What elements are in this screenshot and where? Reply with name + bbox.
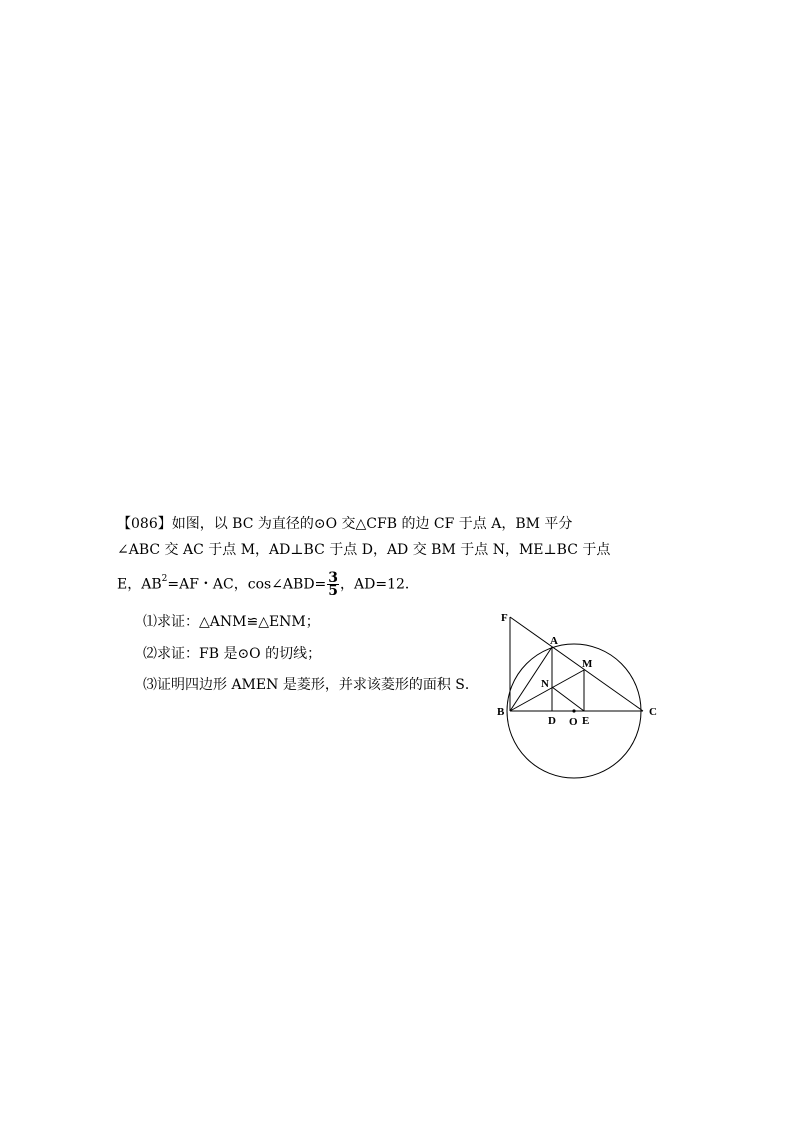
label-c: C [649, 706, 657, 718]
geometry-figure [490, 600, 670, 790]
segment-ne [552, 687, 584, 711]
label-d: D [548, 715, 556, 727]
label-m: M [582, 658, 593, 670]
fraction-numerator: 3 [328, 570, 339, 586]
problem-line-2: ∠ABC 交 AC 于点 M，AD⊥BC 于点 D，AD 交 BM 于点 N，ME⊥BC 于点 [117, 542, 611, 558]
question-1: ⑴求证：△ANM≌△ENM； [143, 614, 320, 630]
label-n: N [541, 678, 549, 690]
superscript-2: 2 [161, 574, 168, 584]
segment-fc [510, 617, 643, 711]
label-a: A [550, 635, 558, 647]
label-o: O [569, 716, 578, 728]
given-ad-text: ，AD=12． [340, 576, 419, 593]
label-f: F [501, 612, 508, 624]
question-3: ⑶证明四边形 AMEN 是菱形，并求该菱形的面积 S． [143, 677, 479, 693]
fraction-3-5 [327, 572, 339, 597]
problem-line-1: 【086】如图，以 BC 为直径的⊙O 交△CFB 的边 CF 于点 A，BM 平分 [117, 516, 573, 532]
segment-bm [510, 670, 584, 711]
question-2: ⑵求证：FB 是⊙O 的切线； [143, 646, 322, 662]
label-e: E [582, 715, 590, 727]
given-ab-text: E，AB [117, 576, 162, 593]
fraction-denominator: 5 [328, 583, 339, 599]
given-cos-text: =AF・AC，cos∠ABD= [167, 576, 327, 593]
label-b: B [497, 706, 505, 718]
problem-line-3 [117, 572, 419, 597]
center-o-dot [572, 709, 575, 712]
